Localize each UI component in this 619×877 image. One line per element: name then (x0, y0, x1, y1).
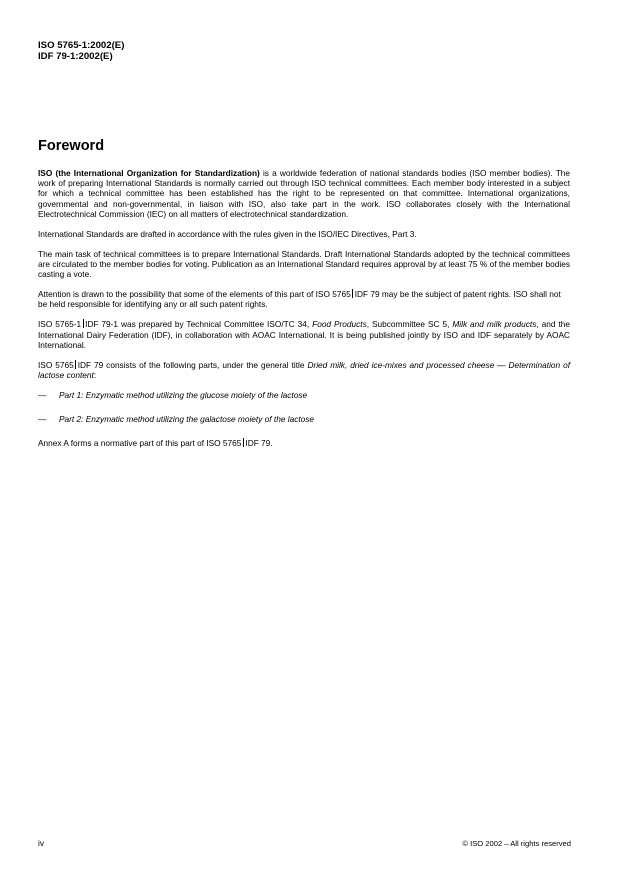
paragraph-patent-rights (38, 289, 570, 309)
list-dash: — (38, 390, 47, 401)
patent-text-b: IDF 79 may be the subject of patent rights. ISO shall not be held responsible for identifying any or all such patent rights. (38, 289, 561, 310)
prep-text-b: IDF 79-1 was prepared by Technical Committee ISO/TC 34, (85, 319, 313, 330)
prep-milk-products: Milk and milk products (452, 319, 537, 330)
prep-text-a: ISO 5765-1 (38, 319, 82, 330)
header-idf-number: IDF 79-1:2002(E) (38, 51, 113, 62)
paragraph-preparation (38, 319, 570, 350)
page-number: iv (38, 838, 44, 848)
patent-text-a: Attention is drawn to the possibility that some of the elements of this part of ISO 5765 (38, 289, 351, 300)
prep-food-products: Food Products (312, 319, 367, 330)
paragraph-directives: International Standards are drafted in accordance with the rules given in the ISO/IEC Directives, Part 3. (38, 228, 417, 239)
parts-text-b: IDF 79 consists of the following parts, under the general title (77, 359, 308, 370)
prep-text-d: , Subcommittee SC 5, (366, 319, 453, 330)
separator-bar (243, 438, 244, 447)
list-item (38, 390, 570, 400)
part-1-title: Part 1: Enzymatic method utilizing the glucose moiety of the lactose (59, 390, 308, 401)
iso-intro-text: is a worldwide federation of national standards bodies (ISO member bodies). The work of preparing International Standards is normally carried out through ISO technical committees. Each member body interested in a subject for which a technical committee has been established has the right to be represented on that committee. International organizations, governmental and non-governmental, in liaison with ISO, also take part in the work. ISO collaborates closely with the International Electrotechnical Commission (IEC) on all matters of electrotechnical standardization. (38, 168, 570, 219)
header-iso-number: ISO 5765-1:2002(E) (38, 40, 125, 51)
separator-bar (83, 319, 84, 328)
list-item (38, 414, 570, 424)
list-dash: — (38, 414, 47, 425)
iso-name-bold: ISO (the International Organization for Standardization) (38, 168, 260, 178)
document-header (38, 40, 124, 62)
page-title: Foreword (38, 138, 105, 154)
separator-bar (352, 289, 353, 298)
parts-text-d: : (93, 370, 97, 381)
annex-text-a: Annex A forms a normative part of this part of ISO 5765 (38, 438, 242, 449)
paragraph-iso-intro (38, 168, 570, 219)
prep-text-f: , and the International Dairy Federation (IDF), in collaboration with AOAC International. It is being published jointly by ISO and IDF separately by AOAC International. (38, 319, 570, 350)
paragraph-annex (38, 438, 570, 448)
paragraph-parts-intro (38, 360, 570, 380)
copyright-notice: © ISO 2002 – All rights reserved (462, 839, 571, 848)
separator-bar (75, 360, 76, 369)
annex-text-b: IDF 79. (245, 438, 273, 449)
paragraph-main-task: The main task of technical committees is to prepare International Standards. Draft International Standards adopted by the technical committees are circulated to the member bodies for voting. Publication as an International Standard requires approval by at least 75 % of the member bodies casting a vote. (38, 248, 570, 280)
foreword-body (38, 168, 570, 458)
part-2-title: Part 2: Enzymatic method utilizing the galactose moiety of the lactose (59, 414, 315, 425)
parts-general-title: Dried milk, dried ice-mixes and processed cheese — Determination of lactose content (38, 359, 570, 381)
parts-text-a: ISO 5765 (38, 359, 74, 370)
